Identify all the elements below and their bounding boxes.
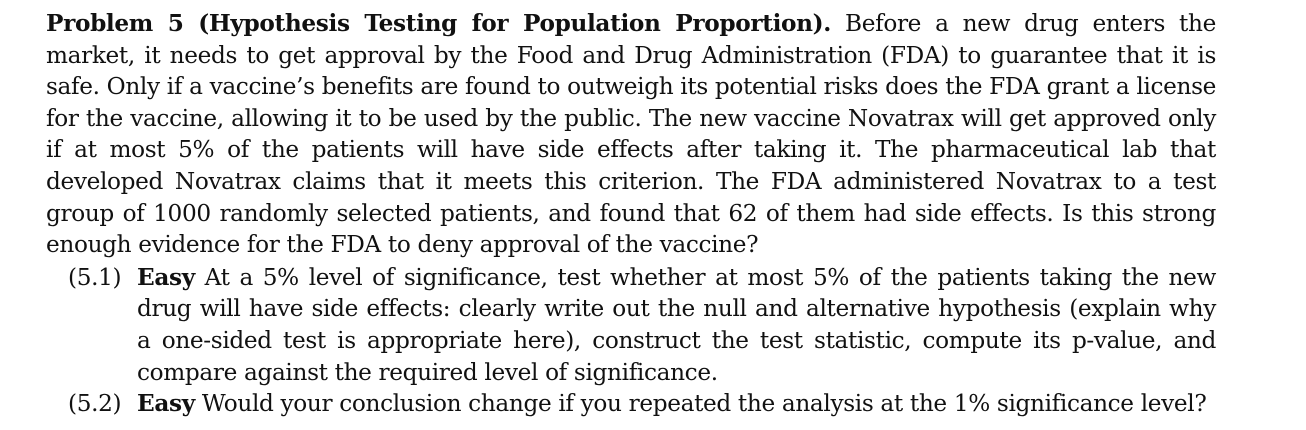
problem-parts-list [46,262,1216,420]
part-difficulty: Easy [137,390,195,418]
part-number: (5.2) [68,390,122,418]
problem-part-5-1 [46,262,1216,388]
problem-paragraph [46,8,1216,261]
part-number: (5.1) [68,263,122,291]
problem-statement [46,8,1216,420]
problem-part-5-2 [46,388,1216,420]
part-difficulty: Easy [137,263,195,291]
problem-title: Problem 5 (Hypothesis Testing for Population Proportion). [46,10,831,37]
part-text: At a 5% level of significance, test whether at most 5% of the patients taking the new drug will have side effects: clearly write out the null and alternative hypothesis (explain why a one-sided test is appropriate here), construct the test statistic, compute its p-value, and compare against the required level of significance. [137,263,1216,386]
part-text: Would your conclusion change if you repeated the analysis at the 1% significance level? [201,390,1207,418]
problem-body: Before a new drug enters the market, it needs to get approval by the Food and Drug Administration (FDA) to guarantee that it is safe. Only if a vaccine’s benefits are found to outweigh its potential risks does the FDA grant a license for the vaccine, allowing it to be used by the public. The new vaccine Novatrax will get approved only if at most 5% of the patients will have side effects after taking it. The pharmaceutical lab that developed Novatrax claims that it meets this criterion. The FDA administered Novatrax to a test group of 1000 randomly selected patients, and found that 62 of them had side effects. Is this strong enough evidence for the FDA to deny approval of the vaccine? [46,10,1216,259]
